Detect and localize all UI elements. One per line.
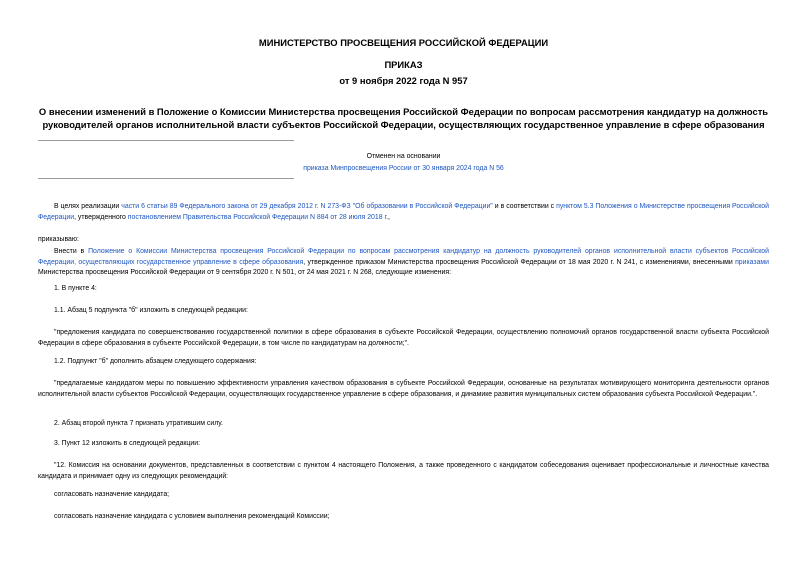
item-3: 3. Пункт 12 изложить в следующей редакции:	[54, 440, 200, 447]
amend-text-3: Министерства просвещения Российской Федерации от 9 сентября 2020 г. N 501, от 24 мая 2021 г. N 268, следующие изменения:	[38, 269, 452, 276]
quote-2: "предлагаемые кандидатом меры по повышению эффективности управления качеством образования в субъекте Российской Федерации, основанные на результатах мотивирующего мониторинга деятельности органов исполнительной власти субъектов Российской Федерации, осуществляющих государственное управление в сфере образования, и динамике развития муниципальных систем образования субъекта Российской Федерации.".	[38, 380, 769, 398]
quote-3: "12. Комиссия на основании документов, представленных в соответствии с пунктом 4 настоящего Положения, а также проведенного с кандидатом собеседования оценивает профессиональные и личностные качества кандидата и принимает одну из следующих рекомендаций:	[38, 462, 769, 480]
cancellation-notice	[38, 151, 769, 175]
law-link[interactable]: части 6 статьи 89 Федерального закона от 29 декабря 2012 г. N 273-ФЗ "Об образовании в Российской Федерации"	[121, 203, 493, 210]
ministry-name: МИНИСТЕРСТВО ПРОСВЕЩЕНИЯ РОССИЙСКОЙ ФЕДЕРАЦИИ	[258, 37, 549, 48]
divider-top	[38, 140, 294, 141]
resolution-link[interactable]: постановлением Правительства Российской Федерации N 884 от 28 июля 2018 г.	[127, 213, 389, 221]
item-1-1: 1.1. Абзац 5 подпункта "б" изложить в следующей редакции:	[54, 307, 248, 314]
amend-paragraph	[38, 247, 769, 279]
preamble-paragraph	[38, 202, 769, 223]
amend-text-1: Внести в	[54, 248, 89, 255]
preamble-text-2: и в соответствии с	[492, 203, 557, 210]
order-word: приказываю:	[38, 236, 79, 243]
item-1: 1. В пункте 4:	[54, 285, 97, 292]
orders-link[interactable]: приказами	[735, 258, 769, 266]
regulation-link[interactable]: пунктом 5.3 Положения о Министерстве просвещения Российской Федерации	[38, 203, 769, 221]
document-date-number: от 9 ноября 2022 года N 957	[339, 75, 468, 86]
item-2: 2. Абзац второй пункта 7 признать утратившим силу.	[54, 420, 223, 427]
provision-link[interactable]: Положение о Комиссии Министерства просвещения Российской Федерации по вопросам рассмотрения кандидатур на должность руководителей органов исполнительной власти субъектов Российской Федерации, осуществляющих государственное управление в сфере образования	[38, 248, 769, 266]
preamble-text-4: ,	[388, 213, 390, 221]
document-type: ПРИКАЗ	[384, 59, 423, 70]
recommendation-2: согласовать назначение кандидата с условием выполнения рекомендаций Комиссии;	[54, 513, 330, 520]
divider-bottom	[38, 178, 294, 179]
preamble-text-1: В целях реализации	[54, 203, 122, 210]
cancellation-link[interactable]: приказа Минпросвещения России от 30 января 2024 года N 56	[303, 165, 504, 172]
amend-text-2: , утвержденное приказом Министерства просвещения Российской Федерации от 18 мая 2020 г. N 241, с изменениями, внесенными	[303, 258, 736, 266]
cancellation-text: Отменен на основании	[366, 153, 441, 160]
document-title: О внесении изменений в Положение о Комиссии Министерства просвещения Российской Федерации по вопросам рассмотрения кандидатур на должность руководителей органов исполнительной власти субъектов Российской Федерации, осуществляющих государственное управление в сфере образования	[38, 106, 769, 130]
recommendation-1: согласовать назначение кандидата;	[54, 491, 170, 498]
item-1-2: 1.2. Подпункт "б" дополнить абзацем следующего содержания:	[54, 358, 257, 365]
preamble-text-3: , утвержденного	[74, 213, 128, 221]
quote-1: "предложения кандидата по совершенствованию государственной политики в сфере образования в субъекте Российской Федерации, осуществлению полномочий органов государственной власти субъекта Российской Федерации в сфере образования в субъекте Российской Федерации, в том числе по кандидатурам на должности;".	[38, 329, 769, 347]
